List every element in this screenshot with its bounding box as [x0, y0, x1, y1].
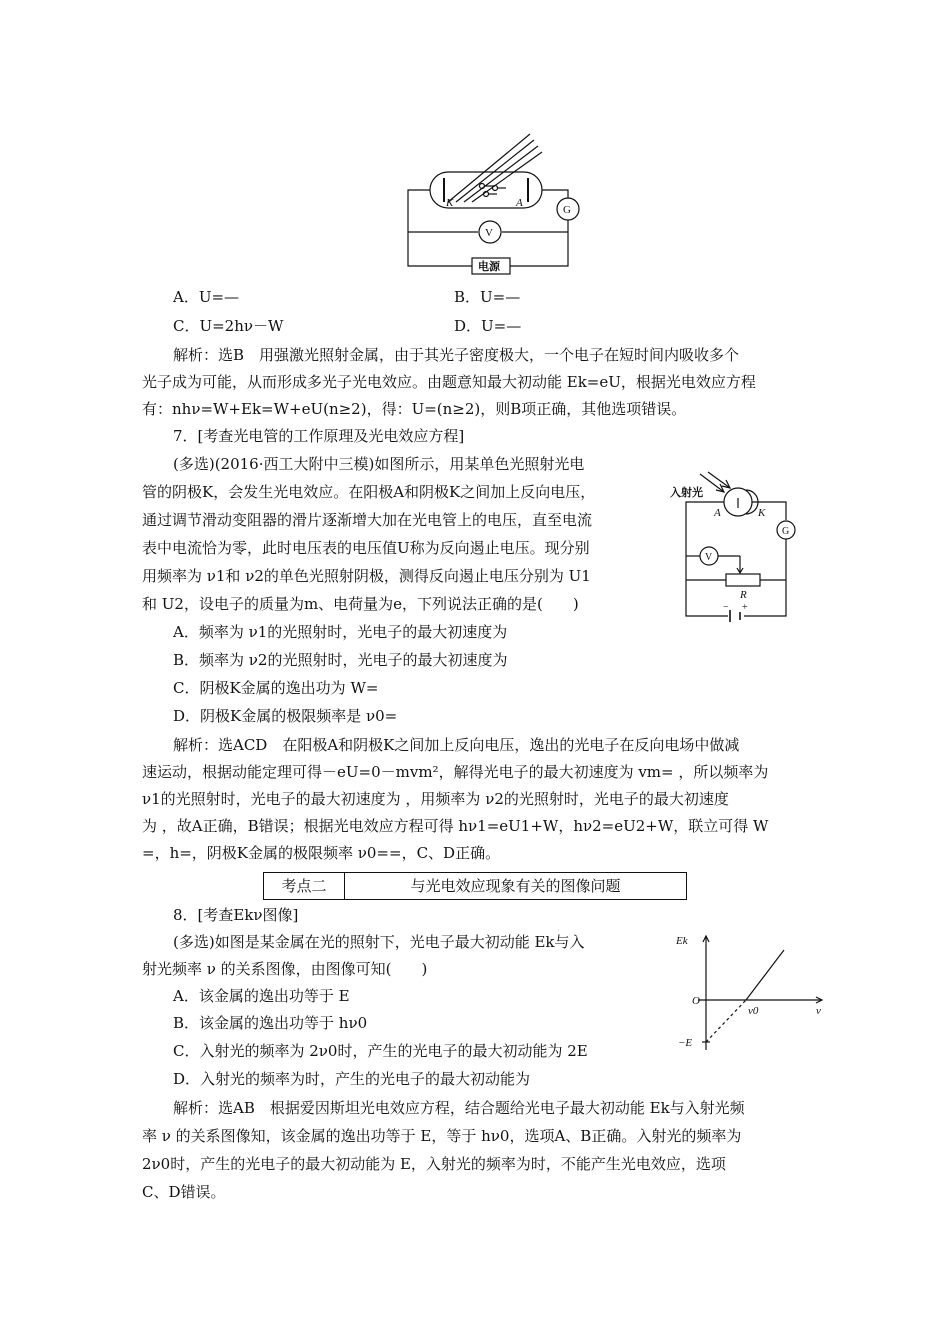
a6-line: 有：nhν=W+Ek=W+eU(n≥2)，得：U=(n≥2)，则B项正确，其他选项错误。 [142, 400, 687, 418]
section-title: 与光电效应现象有关的图像问题 [410, 877, 621, 895]
a7-line: 为 ，故A正确，B错误；根据光电效应方程可得 hν1=eU1+W，hν2=eU2+W，联立可得 W [142, 817, 769, 835]
figure-ek-nu-graph [672, 928, 832, 1054]
q7-stem-line: 通过调节滑动变阻器的滑片逐渐增大加在光电管上的电压，直至电流 [142, 511, 593, 529]
fig3-label-neg-e: −E [678, 1037, 693, 1049]
section-header [263, 872, 687, 900]
fig3-label-origin: O [692, 995, 700, 1007]
q8-stem-line: 射光频率 ν 的关系图像，由图像可知( ) [142, 960, 428, 978]
a8-line: 解析：选AB 根据爱因斯坦光电效应方程，结合题给光电子最大初动能 Ek与入射光频 [173, 1099, 745, 1117]
fig2-label-a: A [714, 507, 721, 519]
q6-option-d: D．U=— [454, 317, 522, 335]
a8-line: 率 ν 的关系图像知，该金属的逸出功等于 E，等于 hν0，选项A、B正确。入射光的频率为 [142, 1127, 742, 1145]
fig2-label-k: K [758, 507, 766, 519]
a7-line: 速运动，根据动能定理可得－eU=0－mvm²，解得光电子的最大初速度为 vm= ，所以频率为 [142, 763, 769, 781]
fig1-label-a: A [516, 197, 523, 209]
a7-line: 解析：选ACD 在阳极A和阴极K之间加上反向电压，逸出的光电子在反向电场中做减 [173, 736, 740, 754]
q7-option-b: B．频率为 ν2的光照射时，光电子的最大初速度为 [173, 651, 508, 669]
q6-option-b: B．U=— [454, 288, 521, 306]
q7-stem-line: 管的阴极K，会发生光电效应。在阳极A和阴极K之间加上反向电压， [142, 483, 596, 501]
a7-line: ν1的光照射时，光电子的最大初速度为 ，用频率为 ν2的光照射时，光电子的最大初速度 [142, 790, 729, 808]
fig1-label-source: 电源 [478, 261, 500, 273]
fig2-label-minus: − [723, 602, 729, 613]
q7-option-a: A．频率为 ν1的光照射时，光电子的最大初速度为 [173, 623, 508, 641]
fig1-label-v: V [485, 227, 493, 239]
a6-line: 解析：选B 用强激光照射金属，由于其光子密度极大，一个电子在短时间内吸收多个 [173, 346, 740, 364]
q8-stem-line: (多选)如图是某金属在光的照射下，光电子最大初动能 Ek与入 [173, 933, 585, 951]
a7-line: =，h=，阴极K金属的极限频率 ν0==，C、D正确。 [142, 844, 501, 862]
q7-option-d: D．阴极K金属的极限频率是 ν0= [173, 707, 398, 725]
fig2-label-incident-light: 入射光 [670, 487, 703, 499]
q7-stem-line: 表中电流恰为零，此时电压表的电压值U称为反向遏止电压。现分别 [142, 539, 590, 557]
fig1-label-k: K [446, 197, 454, 209]
q8-option-a: A．该金属的逸出功等于 E [173, 987, 350, 1005]
fig2-label-g: G [782, 526, 790, 537]
q7-stem-line: 用频率为 ν1和 ν2的单色光照射阴极，测得反向遏止电压分别为 U1 [142, 567, 591, 585]
a8-line: C、D错误。 [142, 1183, 226, 1201]
q6-option-a: A．U=— [173, 288, 240, 306]
fig3-label-nu0: ν0 [748, 1005, 759, 1017]
section-label: 考点二 [281, 877, 327, 895]
q8-option-b: B．该金属的逸出功等于 hν0 [173, 1014, 368, 1032]
fig2-label-r: R [740, 589, 747, 601]
q8-option-d: D．入射光的频率为时，产生的光电子的最大初动能为 [173, 1070, 531, 1088]
figure-stopping-voltage-circuit [670, 468, 810, 626]
fig1-label-g: G [563, 204, 571, 216]
fig3-label-ek: Ek [676, 935, 688, 947]
fig2-label-plus: + [742, 602, 748, 613]
q8-option-c: C．入射光的频率为 2ν0时，产生的光电子的最大初动能为 2E [173, 1042, 588, 1060]
q7-stem-line: 和 U2，设电子的质量为m、电荷量为e，下列说法正确的是( ) [142, 595, 579, 613]
figure-photoelectric-tube [400, 132, 580, 280]
q7-stem-line: (多选)(2016·西工大附中三模)如图所示，用某单色光照射光电 [173, 455, 585, 473]
q8-title: 8．[考查Ekν图像] [173, 906, 299, 924]
a6-line: 光子成为可能，从而形成多光子光电效应。由题意知最大初动能 Ek=eU，根据光电效应方程 [142, 373, 756, 391]
fig2-label-v: V [705, 552, 713, 563]
a8-line: 2ν0时，产生的光电子的最大初动能为 E，入射光的频率为时，不能产生光电效应，选项 [142, 1155, 726, 1173]
fig3-label-nu: ν [816, 1005, 821, 1017]
q7-title: 7．[考查光电管的工作原理及光电效应方程] [173, 427, 465, 445]
q6-option-c: C．U=2hν－W [173, 317, 284, 335]
q7-option-c: C．阴极K金属的逸出功为 W= [173, 679, 379, 697]
